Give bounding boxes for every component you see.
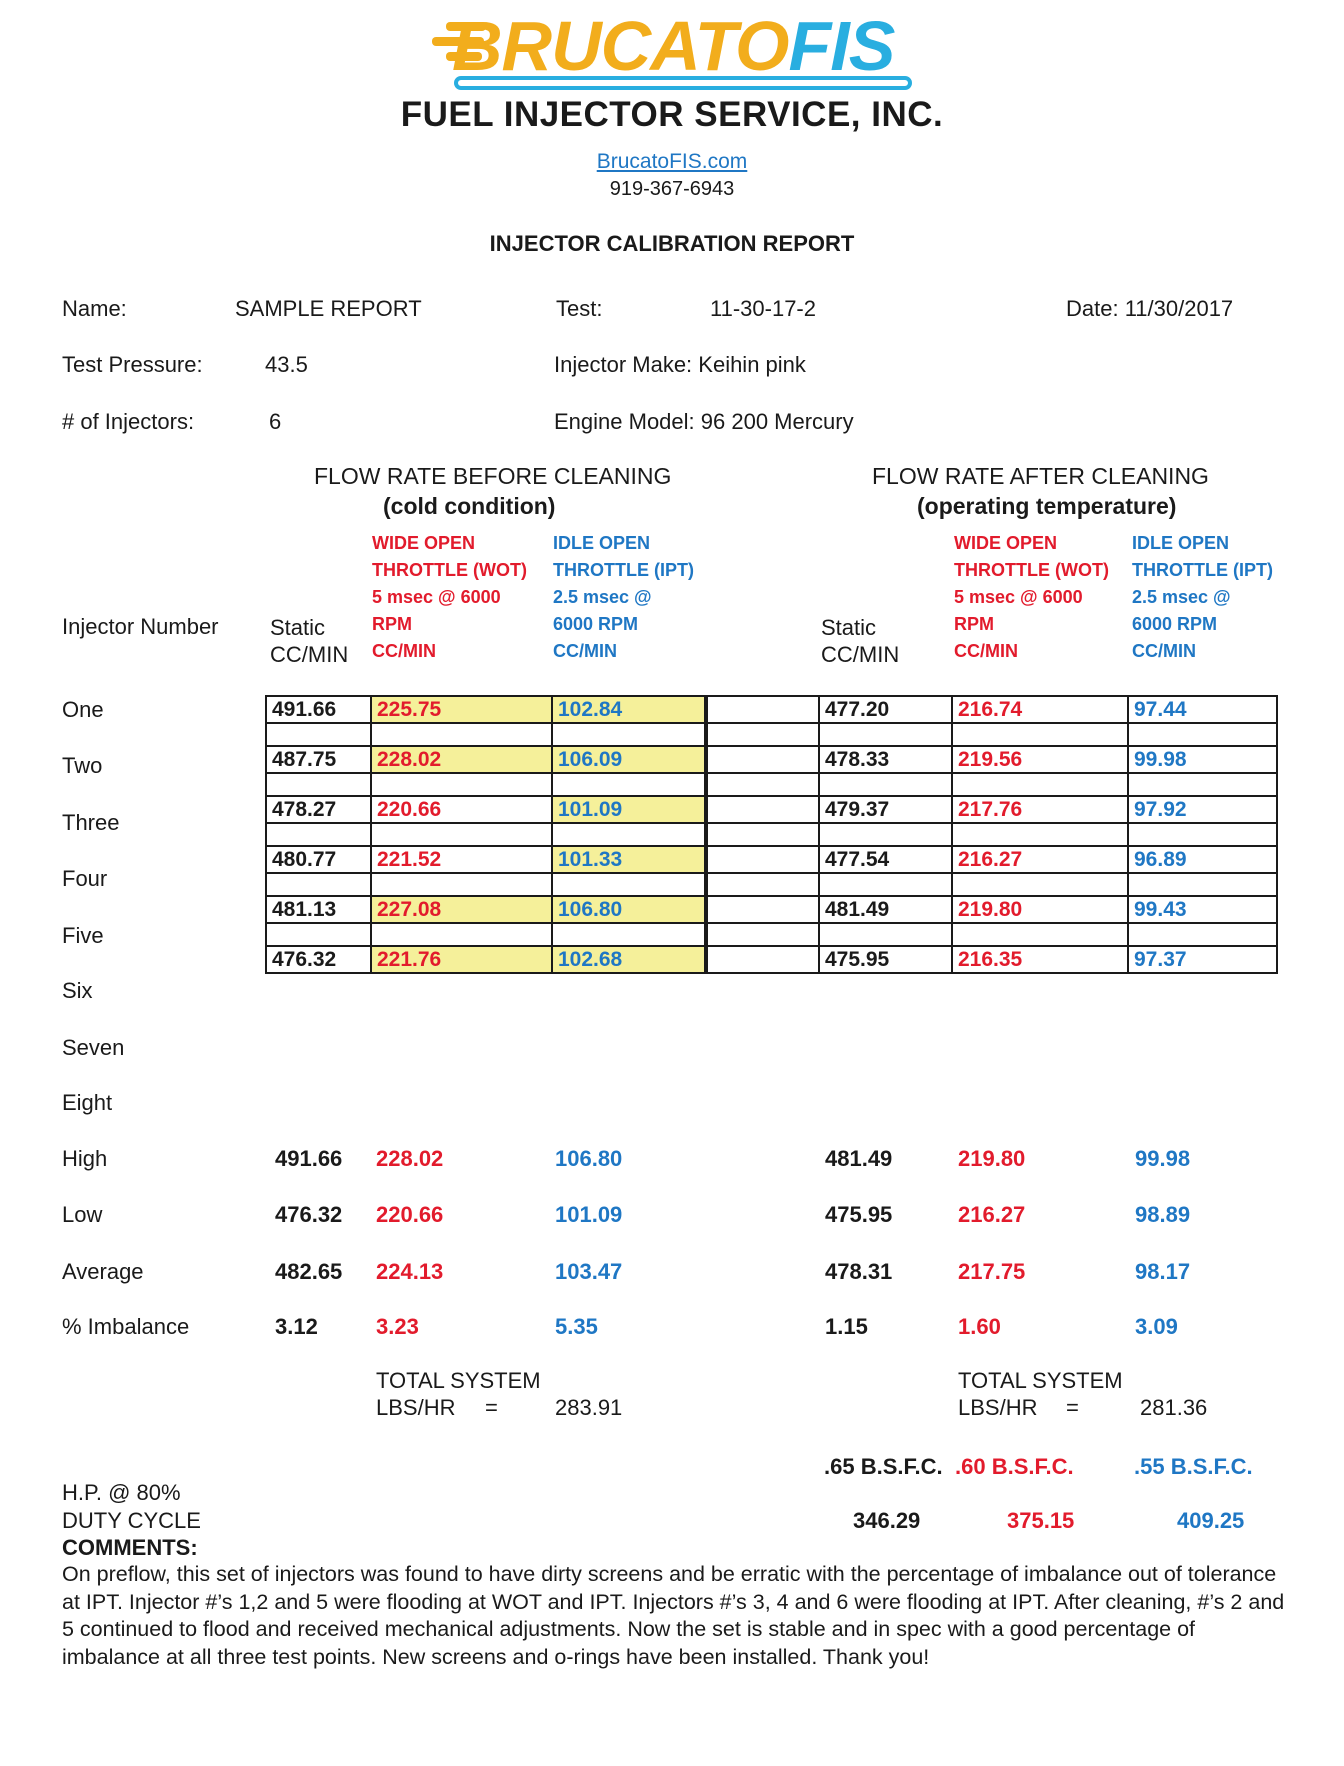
row-label-two: Two <box>62 753 103 778</box>
table-row <box>266 696 707 723</box>
ipt-cell: 99.43 <box>1128 896 1277 923</box>
row-label-four: Four <box>62 866 108 891</box>
row-label-three: Three <box>62 810 120 835</box>
before-static-header: Static CC/MIN <box>270 615 349 667</box>
stat-value: 217.75 <box>958 1259 1026 1284</box>
hp-value-60: 375.15 <box>1007 1508 1075 1533</box>
before-total-label: TOTAL SYSTEM <box>376 1368 541 1393</box>
table-row <box>266 796 707 823</box>
table-row <box>819 696 1277 723</box>
after-title: FLOW RATE AFTER CLEANING <box>872 463 1209 489</box>
pressure-label: Test Pressure: <box>62 352 203 377</box>
before-wot-header: WIDE OPEN THROTTLE (WOT) 5 msec @ 6000 RPM CC/MIN <box>372 533 527 661</box>
stat-value: 228.02 <box>376 1146 444 1171</box>
table-row <box>266 846 707 873</box>
stat-value: 99.98 <box>1135 1146 1191 1171</box>
logo-underline <box>454 76 912 90</box>
before-equals: = <box>485 1395 498 1420</box>
stat-value: 219.80 <box>958 1146 1026 1171</box>
ipt-cell: 101.33 <box>552 846 707 873</box>
stat-value: 3.23 <box>376 1314 419 1339</box>
ipt-cell: 96.89 <box>1128 846 1277 873</box>
stat-value: 482.65 <box>275 1259 343 1284</box>
report-title: INJECTOR CALIBRATION REPORT <box>489 231 855 256</box>
wot-cell: 228.02 <box>371 746 552 773</box>
wot-cell: 221.52 <box>371 846 552 873</box>
comments-label: COMMENTS: <box>62 1535 198 1560</box>
wot-cell: 219.56 <box>952 746 1128 773</box>
stat-value: 224.13 <box>376 1259 444 1284</box>
test-label: Test: <box>556 296 603 321</box>
logo-brand-left: BRUCATO <box>452 7 789 85</box>
phone-number: 919-367-6943 <box>609 178 735 200</box>
ipt-cell: 97.92 <box>1128 796 1277 823</box>
table-row <box>819 946 1277 973</box>
table-row <box>819 896 1277 923</box>
static-cell: 475.95 <box>819 946 952 973</box>
stat-value: 216.27 <box>958 1202 1026 1227</box>
spacer-column <box>704 695 820 974</box>
static-cell: 477.54 <box>819 846 952 873</box>
row-label-seven: Seven <box>62 1035 125 1060</box>
logo-wordmark <box>452 6 894 86</box>
ipt-cell: 101.09 <box>552 796 707 823</box>
stat-value: 481.49 <box>825 1146 893 1171</box>
static-cell: 476.32 <box>266 946 371 973</box>
ipt-cell: 99.98 <box>1128 746 1277 773</box>
company-name: FUEL INJECTOR SERVICE, INC. <box>400 95 944 134</box>
static-cell: 480.77 <box>266 846 371 873</box>
hp-label: H.P. @ 80% <box>62 1480 181 1505</box>
before-title: FLOW RATE BEFORE CLEANING <box>314 463 672 489</box>
stat-value: 5.35 <box>555 1314 598 1339</box>
stat-value: 1.60 <box>958 1314 1001 1339</box>
stat-label-low: Low <box>62 1202 103 1227</box>
ipt-cell: 106.80 <box>552 896 707 923</box>
static-cell: 491.66 <box>266 696 371 723</box>
wot-cell: 216.74 <box>952 696 1128 723</box>
static-cell: 481.13 <box>266 896 371 923</box>
before-lbshr-label: LBS/HR <box>376 1395 456 1420</box>
stat-value: 475.95 <box>825 1202 893 1227</box>
wot-cell: 220.66 <box>371 796 552 823</box>
wot-cell: 217.76 <box>952 796 1128 823</box>
ipt-cell: 97.37 <box>1128 946 1277 973</box>
test-value: 11-30-17-2 <box>710 296 816 321</box>
row-label-eight: Eight <box>62 1090 113 1115</box>
after-equals: = <box>1066 1395 1079 1420</box>
count-value: 6 <box>269 409 282 434</box>
wot-cell: 227.08 <box>371 896 552 923</box>
stat-label-high: High <box>62 1146 108 1171</box>
before-total-value: 283.91 <box>555 1395 623 1420</box>
hp-value-55: 409.25 <box>1177 1508 1245 1533</box>
comments-text: On preflow, this set of injectors was found to have dirty screens and be erratic with the percentage of imbalance out of tolerance at IPT. Injector #’s 1,2 and 5 were flooding at WOT and IPT. Injectors #’s 3, 4 and 6 were flooding at IPT. After cleaning, #’s 2 and 5 continued to flood and received mechanical adjustments. Now the set is stable and in spec with a good percentage of imbalance at all three test points. New screens and o-rings have been installed. Thank you! <box>62 1562 1285 1669</box>
after-static-header: Static CC/MIN <box>821 615 900 667</box>
after-lbshr-label: LBS/HR <box>958 1395 1038 1420</box>
wot-cell: 221.76 <box>371 946 552 973</box>
wot-cell: 216.35 <box>952 946 1128 973</box>
stat-value: 106.80 <box>555 1146 623 1171</box>
before-ipt-header: IDLE OPEN THROTTLE (IPT) 2.5 msec @ 6000 RPM CC/MIN <box>553 533 694 661</box>
wot-cell: 216.27 <box>952 846 1128 873</box>
name-value: SAMPLE REPORT <box>235 296 422 321</box>
date-text: Date: 11/30/2017 <box>1066 296 1234 321</box>
static-cell: 487.75 <box>266 746 371 773</box>
after-subtitle: (operating temperature) <box>917 493 1177 519</box>
duty-cycle-label: DUTY CYCLE <box>62 1508 201 1533</box>
bsfc-65-label: .65 B.S.F.C. <box>824 1454 943 1479</box>
hp-value-65: 346.29 <box>853 1508 921 1533</box>
wot-cell: 219.80 <box>952 896 1128 923</box>
after-total-label: TOTAL SYSTEM <box>958 1368 1123 1393</box>
after-cleaning-table <box>818 695 1278 974</box>
table-row <box>819 846 1277 873</box>
ipt-cell: 102.84 <box>552 696 707 723</box>
static-cell: 478.33 <box>819 746 952 773</box>
after-total-value: 281.36 <box>1140 1395 1208 1420</box>
website-link[interactable]: BrucatoFIS.com <box>596 150 748 173</box>
stat-value: 103.47 <box>555 1259 623 1284</box>
stat-value: 3.09 <box>1135 1314 1178 1339</box>
static-cell: 478.27 <box>266 796 371 823</box>
static-cell: 477.20 <box>819 696 952 723</box>
pressure-value: 43.5 <box>265 352 308 377</box>
row-label-five: Five <box>62 923 104 948</box>
stat-label-average: Average <box>62 1259 144 1284</box>
after-ipt-header: IDLE OPEN THROTTLE (IPT) 2.5 msec @ 6000 RPM CC/MIN <box>1132 533 1273 661</box>
engine-model: Engine Model: 96 200 Mercury <box>554 409 854 434</box>
name-label: Name: <box>62 296 127 321</box>
stat-value: 476.32 <box>275 1202 343 1227</box>
injector-number-header: Injector Number <box>62 614 219 639</box>
ipt-cell: 102.68 <box>552 946 707 973</box>
static-cell: 481.49 <box>819 896 952 923</box>
stat-value: 491.66 <box>275 1146 343 1171</box>
static-cell: 479.37 <box>819 796 952 823</box>
ipt-cell: 97.44 <box>1128 696 1277 723</box>
count-label: # of Injectors: <box>62 409 195 434</box>
table-row <box>266 946 707 973</box>
after-wot-header: WIDE OPEN THROTTLE (WOT) 5 msec @ 6000 RPM CC/MIN <box>954 533 1109 661</box>
row-label-six: Six <box>62 978 93 1003</box>
row-label-one: One <box>62 697 104 722</box>
logo-brand-right: FIS <box>788 7 895 85</box>
stat-value: 3.12 <box>275 1314 318 1339</box>
bsfc-60-label: .60 B.S.F.C. <box>955 1454 1074 1479</box>
table-row <box>819 796 1277 823</box>
table-row <box>266 896 707 923</box>
stat-value: 220.66 <box>376 1202 444 1227</box>
injector-make: Injector Make: Keihin pink <box>554 352 806 377</box>
ipt-cell: 106.09 <box>552 746 707 773</box>
before-cleaning-table <box>265 695 708 974</box>
stat-value: 98.17 <box>1135 1259 1191 1284</box>
stat-value: 98.89 <box>1135 1202 1191 1227</box>
stat-value: 1.15 <box>825 1314 868 1339</box>
wot-cell: 225.75 <box>371 696 552 723</box>
table-row <box>266 746 707 773</box>
stat-label-imbalance: % Imbalance <box>62 1314 190 1339</box>
before-subtitle: (cold condition) <box>383 493 556 519</box>
stat-value: 478.31 <box>825 1259 893 1284</box>
table-row <box>819 746 1277 773</box>
bsfc-55-label: .55 B.S.F.C. <box>1134 1454 1253 1479</box>
stat-value: 101.09 <box>555 1202 623 1227</box>
